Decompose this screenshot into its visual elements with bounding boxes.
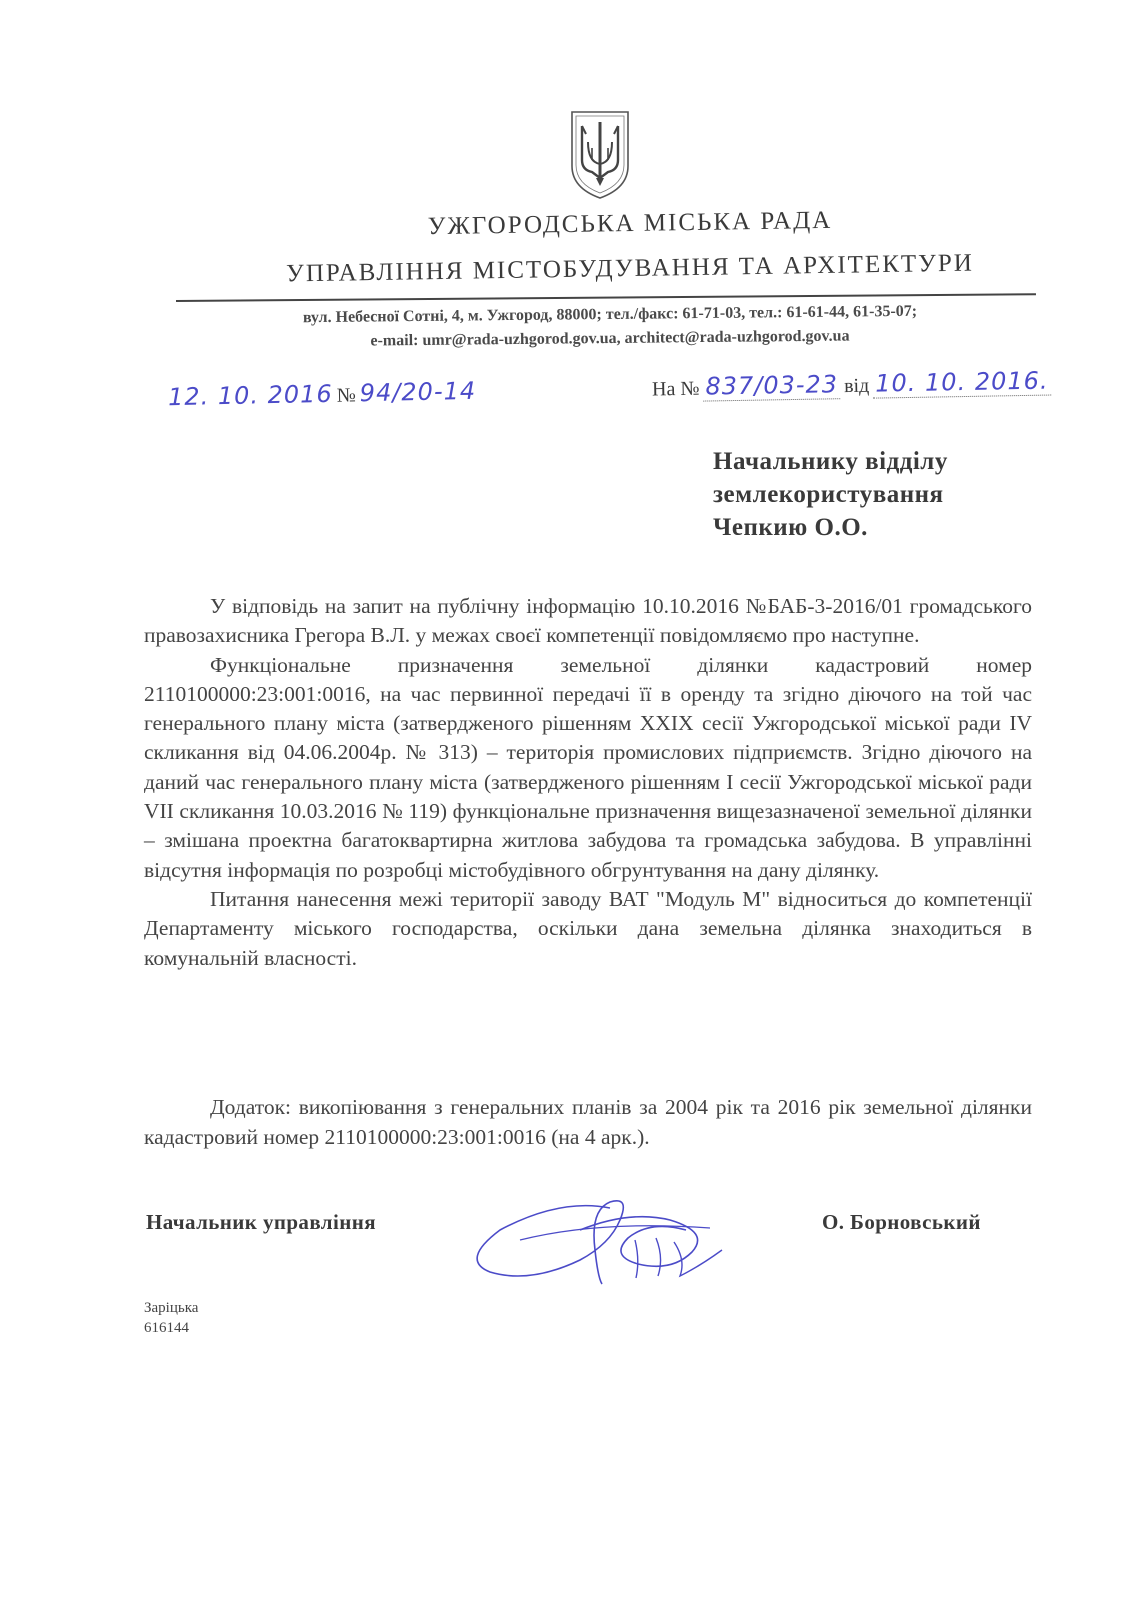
addressee-line: Чепкию О.О. [713,514,868,541]
attachment-text: Додаток: викопіювання з генеральних планів за 2004 рік та 2016 рік земельної ділянки кадастровий номер 2110100000:23:001:0016 (на 4 арк.). [144,1095,1032,1149]
outgoing-number: 94/20-14 [359,376,477,408]
signatory-position: Начальник управління [146,1210,376,1234]
outgoing-date: 12. 10. 2016 [167,379,333,412]
address-contacts: вул. Небесної Сотні, 4, м. Ужгород, 88000; тел./факс: 61-71-03, тел.: 61-61-44, 61-35-07; [302,302,918,327]
incoming-prefix: На № [651,377,700,401]
incoming-date: 10. 10. 2016. [873,367,1051,399]
trident-emblem-icon [568,108,632,200]
executor-name: Заріцька [144,1300,199,1316]
handwritten-signature [460,1180,760,1290]
attachment-note [144,1092,1032,1152]
addressee-line: Начальнику відділу [713,448,948,475]
incoming-number: 837/03-23 [703,370,840,401]
executor-phone: 616144 [144,1320,189,1336]
header-divider [176,293,1036,302]
letter-body [144,592,1032,973]
incoming-from-label: від [843,374,870,398]
department-title: УПРАВЛІННЯ МІСТОБУДУВАННЯ ТА АРХІТЕКТУРИ [285,249,975,288]
executor-info [144,1298,198,1338]
signatory-name: О. Борновський [822,1210,981,1234]
email-contacts: e-mail: umr@rada-uzhgorod.gov.ua, architect@rada-uzhgorod.gov.ua [370,327,850,350]
organization-title: УЖГОРОДСЬКА МІСЬКА РАДА [427,206,833,241]
addressee-line: землекористування [713,481,944,508]
body-paragraph: У відповідь на запит на публічну інформацію 10.10.2016 №БАБ-3-2016/01 громадського правозахисника Грегора В.Л. у межах своєї компетенції повідомляємо про наступне. [144,594,1032,648]
body-paragraph: Питання нанесення межі території заводу ВАТ "Модуль М" відноситься до компетенції Департаменту міського господарства, оскільки дана земельна ділянка знаходиться в комунальній власності. [144,886,1032,970]
number-sign: № [336,384,357,407]
addressee-block [713,445,948,544]
outgoing-registration [168,377,477,411]
incoming-registration [652,367,1051,402]
body-paragraph: Функціональне призначення земельної ділянки кадастровий номер 2110100000:23:001:0016, на час первинної передачі її в оренду та згідно діючого на той час генерального плану міста (затвердженого рішенням XXIX сесії Ужгородської міської ради IV скликання від 04.06.2004р. № 313) – територія промислових підприємств. Згідно діючого на даний час генерального плану міста (затвердженого рішенням I сесії Ужгородської міської ради VII скликання 10.03.2016 № 119) функціональне призначення вищезазначеної земельної ділянки – змішана проектна багатоквартирна житлова забудова та громадська забудова. В управлінні відсутня інформація по розробці містобудівного обгрунтування на дану ділянку. [144,652,1032,882]
